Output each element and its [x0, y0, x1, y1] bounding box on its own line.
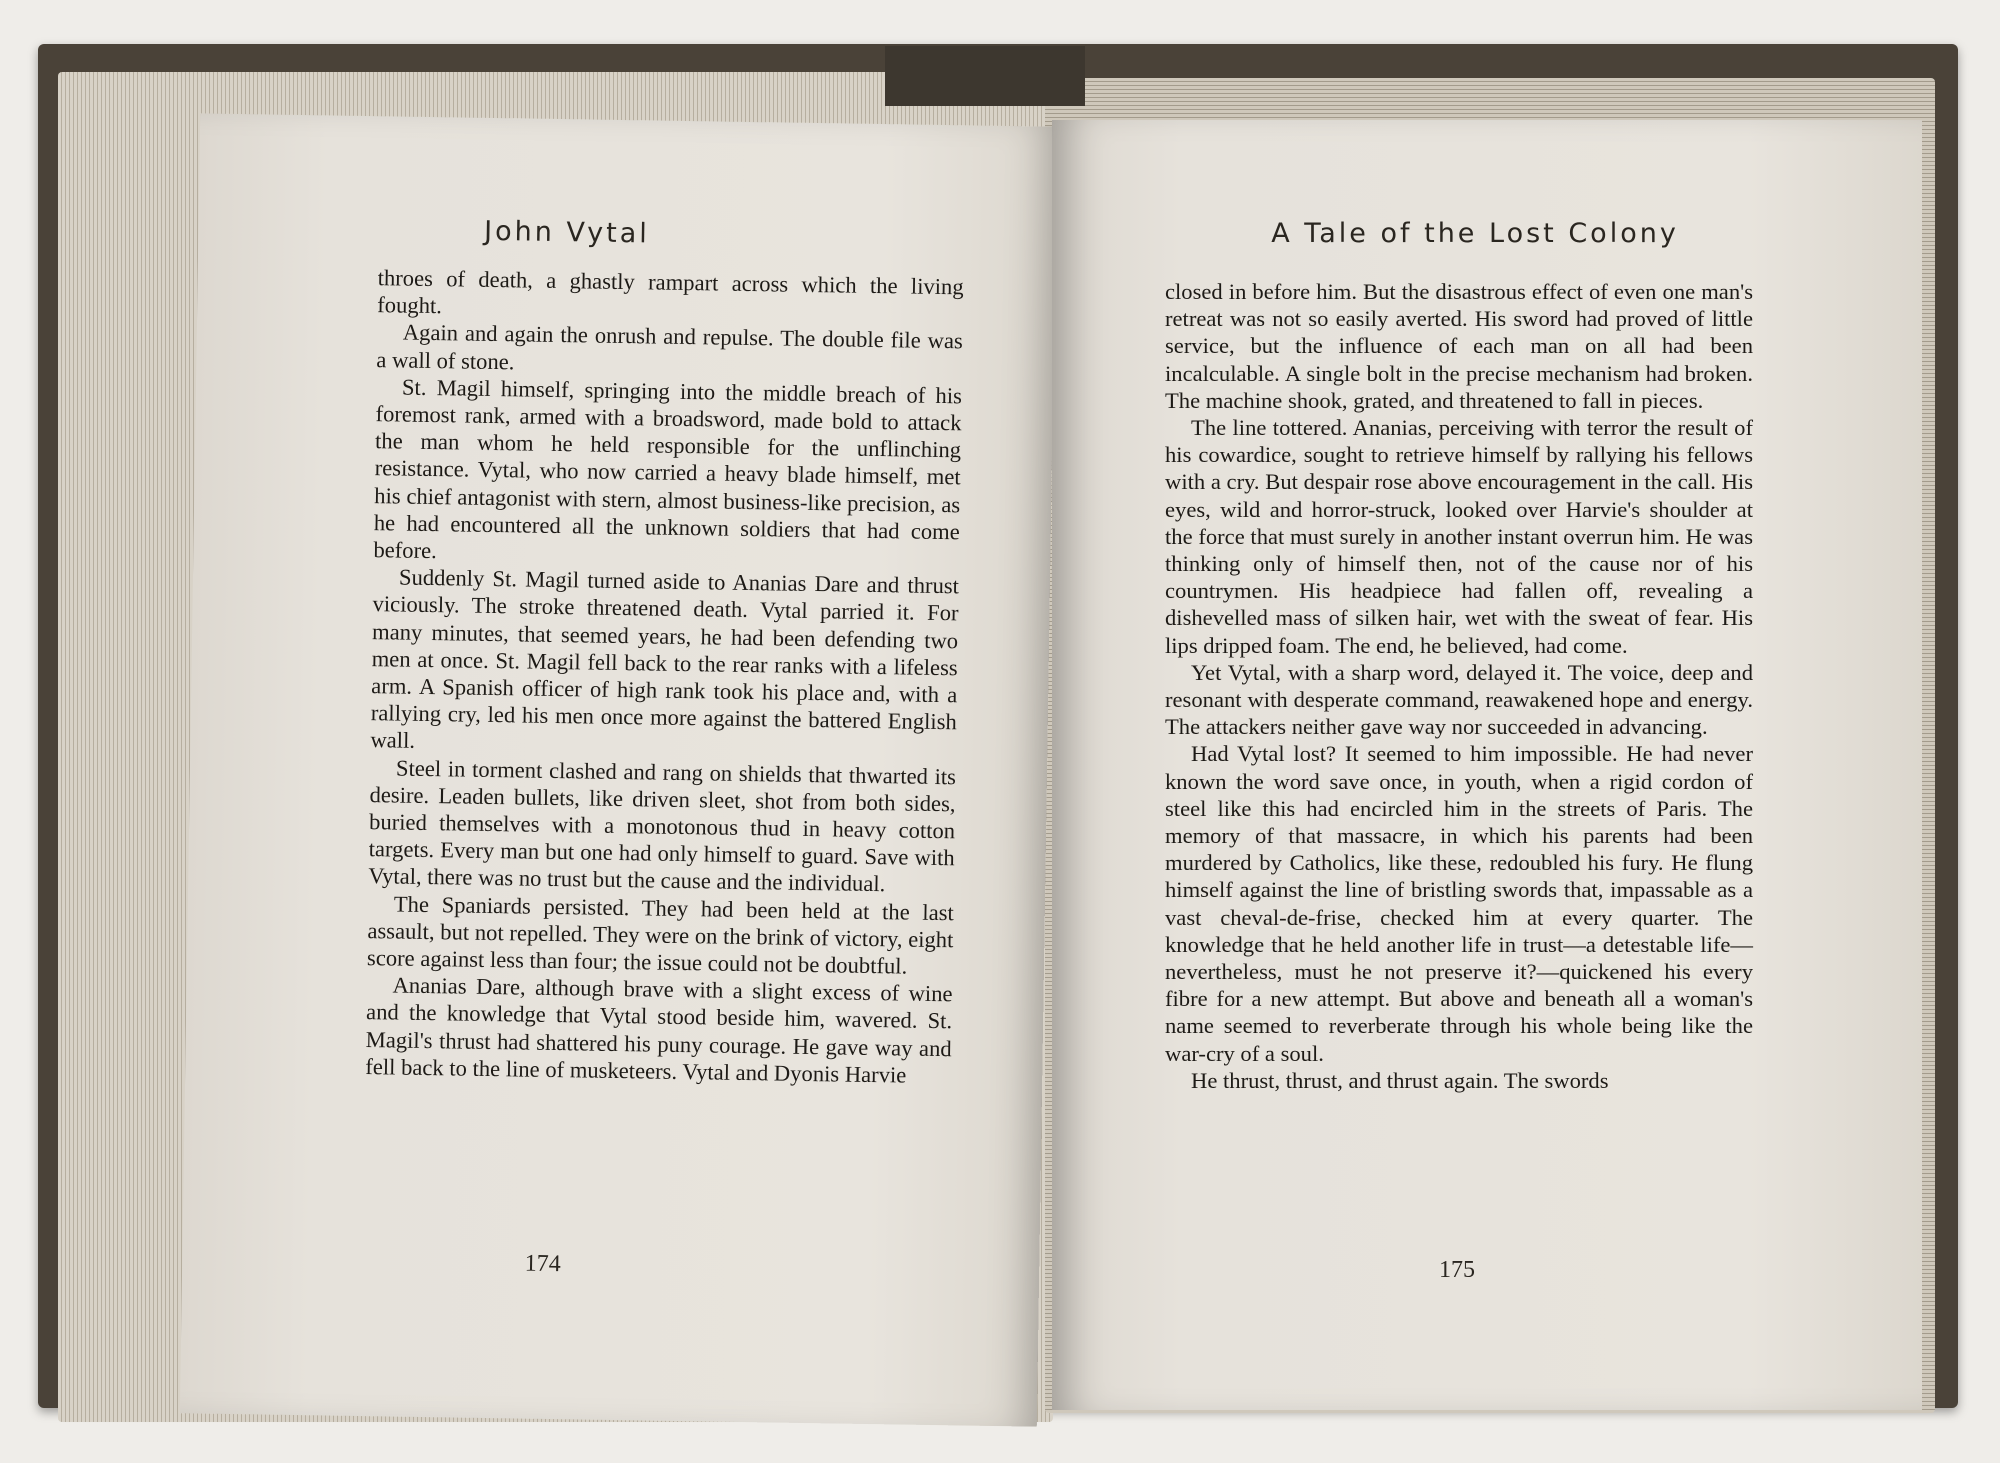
right-running-head: A Tale of the Lost Colony — [1271, 218, 1679, 249]
left-page-number: 174 — [524, 1250, 561, 1278]
paragraph: He thrust, thrust, and thrust again. The swords — [1191, 1067, 1609, 1093]
left-running-head: John Vytal — [483, 215, 650, 250]
paragraph: closed in before him. But the disastrous effect of even one man's retreat was not so easily averted. His sword had proved of little service, but the influence of each man on all had been incalculable. A single bolt in the precise mechanism had broken. The machine shook, grated, and threatened to fall in pieces. — [1165, 279, 1753, 413]
paragraph: Steel in torment clashed and rang on shields that thwarted its desire. Leaden bullets, like driven sleet, shot from both sides, buried themselves with a monotonous thud in heavy cotton targets. Every man but one had only himself to guard. Save with Vytal, there was no trust but the cause and the individual. — [368, 755, 957, 897]
paragraph: Again and again the onrush and repulse. The double file was a wall of stone. — [376, 319, 963, 374]
paragraph: The line tottered. Ananias, perceiving with terror the result of his cowardice, sought to retrieve himself by rallying his fellows with a cry. But despair rose above encouragement in the call. His eyes, wild and horror-struck, looked over Harvie's shoulder at the force that must surely in another instant overrun him. He was thinking only of himself then, not of the cause nor of his countrymen. His headpiece had fallen off, revealing a dishevelled mass of silken hair, wet with the sweat of fear. His lips dripped foam. The end, he believed, had come. — [1165, 415, 1753, 658]
paragraph: St. Magil himself, springing into the middle breach of his foremost rank, armed with a broadsword, made bold to attack the man whom he held responsible for the unflinching resistance. Vytal, who now carried a heavy blade himself, met his chief antagonist with stern, almost business-like precision, as he had encountered all the unknown soldiers that had come before. — [373, 374, 963, 564]
paragraph: Suddenly St. Magil turned aside to Ananias Dare and thrust viciously. The stroke threatened death. Vytal parried it. For many minutes, that seemed years, he had been defending two men at once. St. Magil fell back to the rear ranks with a lifeless arm. A Spanish officer of high rank took his place and, with a rallying cry, led his men once more against the battered English wall. — [370, 564, 960, 754]
left-page-body — [365, 264, 964, 1089]
paragraph: Ananias Dare, although brave with a slight excess of wine and the knowledge that Vytal stood beside him, wavered. St. Magil's thrust had shattered his puny courage. He gave way and fell back to the line of musketeers. Vytal and Dyonis Harvie — [365, 972, 953, 1088]
right-page-number: 175 — [1439, 1257, 1475, 1283]
right-page-body — [1165, 278, 1753, 1094]
left-page — [180, 113, 1057, 1426]
book-spine — [885, 46, 1085, 106]
paragraph: throes of death, a ghastly rampart across which the living fought. — [377, 265, 964, 319]
paragraph: The Spaniards persisted. They had been held at the last assault, but not repelled. They were on the brink of victory, eight score against less than four; the issue could not be doubtful. — [366, 891, 955, 979]
paragraph: Yet Vytal, with a sharp word, delayed it. The voice, deep and resonant with desperate command, reawakened hope and energy. The attackers neither gave way nor succeeded in advancing. — [1165, 659, 1753, 740]
right-page — [1052, 120, 1922, 1410]
paragraph: Had Vytal lost? It seemed to him impossible. He had never known the word save once, in youth, when a rigid cordon of steel like this had encircled him in the streets of Paris. The memory of that massacre, in which his parents had been murdered by Catholics, like these, redoubled his fury. He flung himself against the line of bristling swords that, impassable as a vast cheval-de-frise, checked him at every quarter. The knowledge that he held another life in trust—a detestable life—nevertheless, must he not preserve it?—quickened his every fibre for a new attempt. But above and beneath all a woman's name seemed to reverberate through his whole being like the war-cry of a soul. — [1165, 741, 1753, 1066]
